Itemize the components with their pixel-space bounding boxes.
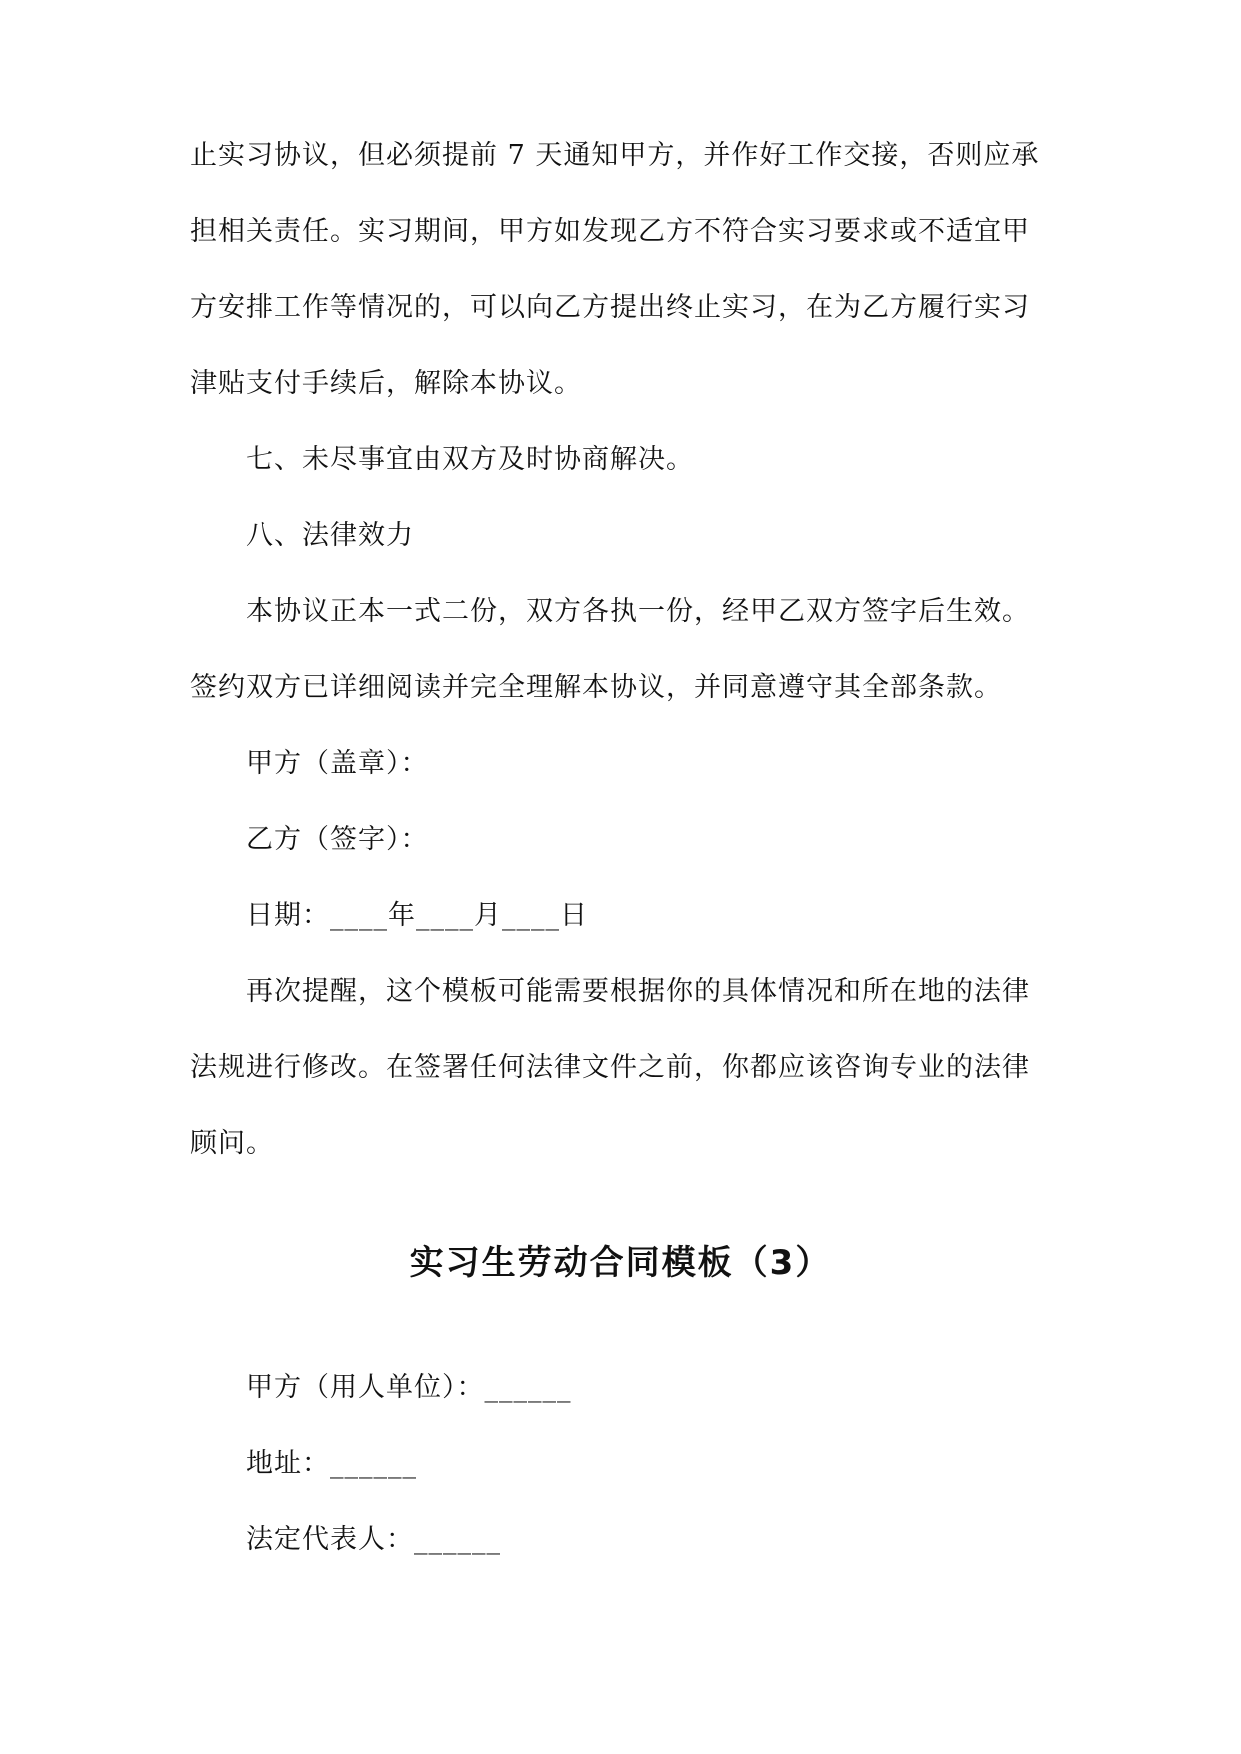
- party-b-signature: 乙方（签字）：: [246, 824, 429, 855]
- paragraph-line: 津贴支付手续后，解除本协议。: [190, 368, 582, 399]
- clause-seven: 七、未尽事宜由双方及时协商解决。: [246, 444, 694, 475]
- party-a-seal: 甲方（盖章）：: [246, 748, 429, 779]
- paragraph-line: 方安排工作等情况的，可以向乙方提出终止实习，在为乙方履行实习: [190, 292, 1030, 323]
- employer-field: 甲方（用人单位）：______: [246, 1372, 572, 1403]
- section-title: 实习生劳动合同模板（3）: [409, 1243, 832, 1283]
- paragraph-line: 签约双方已详细阅读并完全理解本协议，并同意遵守其全部条款。: [190, 672, 1002, 703]
- paragraph-line: 再次提醒，这个模板可能需要根据你的具体情况和所在地的法律: [246, 976, 1030, 1007]
- paragraph-line: 止实习协议，但必须提前 7 天通知甲方，并作好工作交接，否则应承: [190, 140, 1040, 171]
- paragraph-line: 法规进行修改。在签署任何法律文件之前，你都应该咨询专业的法律: [190, 1052, 1030, 1083]
- paragraph-line: 本协议正本一式二份，双方各执一份，经甲乙双方签字后生效。: [246, 596, 1030, 627]
- legal-representative-field: 法定代表人：______: [246, 1524, 501, 1555]
- paragraph-line: 担相关责任。实习期间，甲方如发现乙方不符合实习要求或不适宜甲: [190, 216, 1030, 247]
- clause-eight-heading: 八、法律效力: [246, 520, 414, 551]
- address-field: 地址：______: [246, 1448, 417, 1479]
- date-line: 日期：____年____月____日: [246, 900, 588, 931]
- paragraph-line: 顾问。: [190, 1128, 274, 1159]
